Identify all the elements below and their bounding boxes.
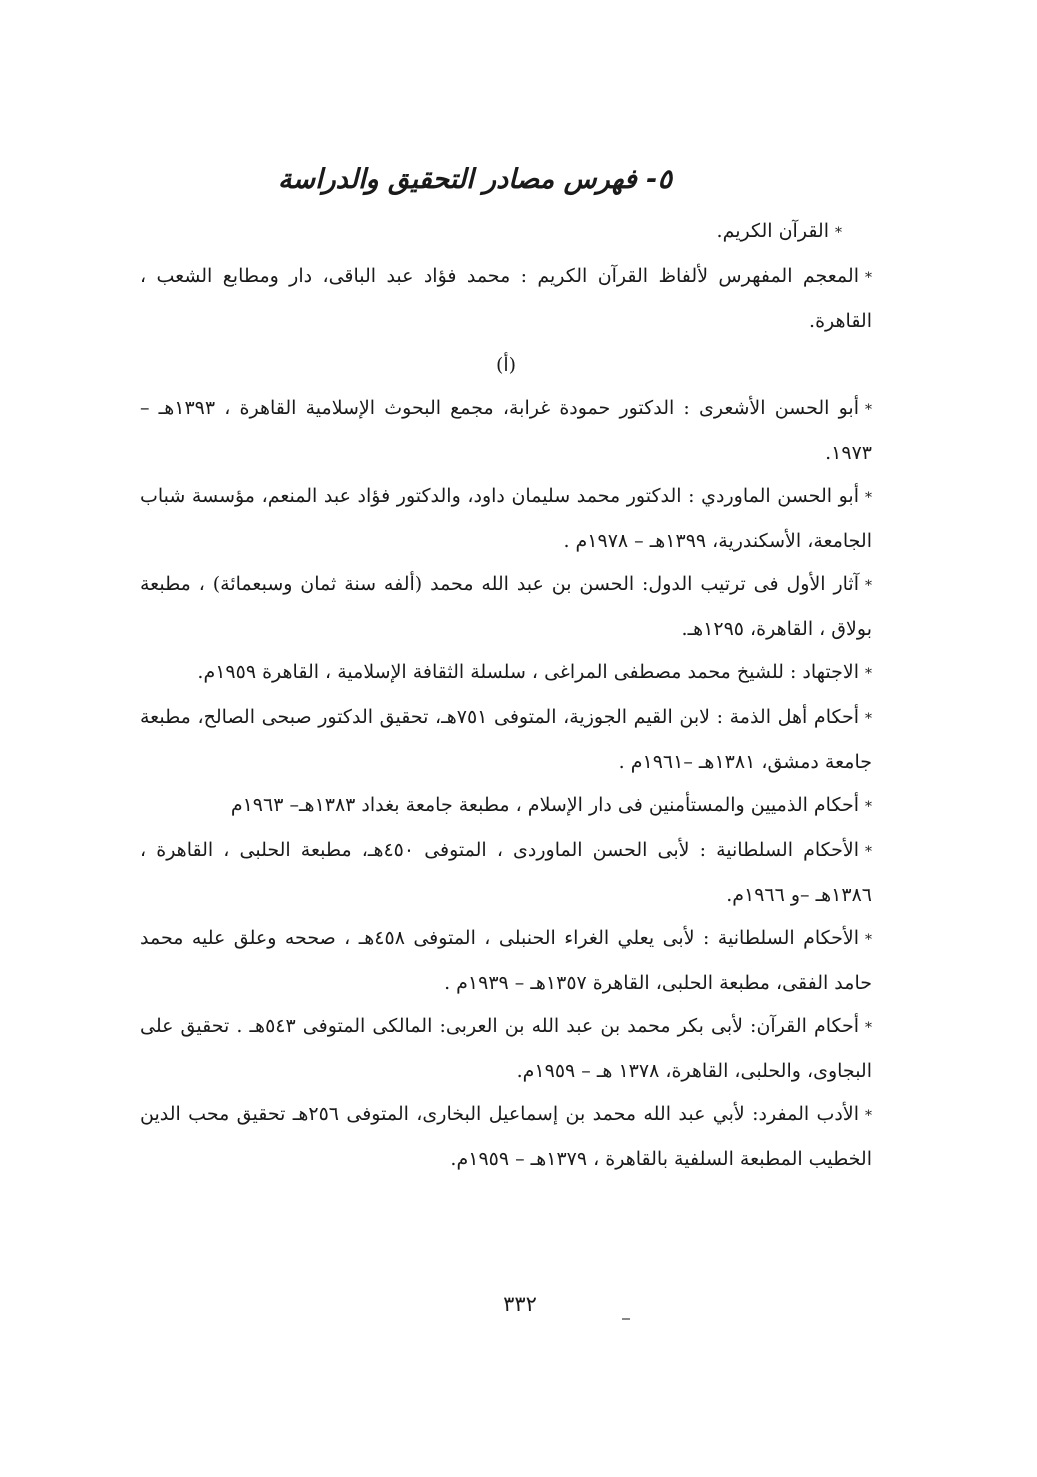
bibliography-entry xyxy=(140,475,872,563)
section-heading: (أ) xyxy=(495,354,517,376)
bullet-icon: * xyxy=(864,402,872,418)
bullet-icon: * xyxy=(865,666,872,682)
entry-text: الأدب المفرد: لأبي عبد الله محمد بن إسماعيل البخارى، المتوفى ٢٥٦هـ تحقيق محب الدين الخطيب المطبعة السلفية بالقاهرة ، ١٣٧٩هـ – ١٩٥٩م. xyxy=(140,1103,872,1170)
entry-text: القرآن الكريم. xyxy=(716,220,829,242)
bullet-icon: * xyxy=(835,225,842,241)
bullet-icon: * xyxy=(865,1108,872,1124)
entry-text: أبو الحسن الأشعرى : الدكتور حمودة غرابة، مجمع البحوث الإسلامية القاهرة ، ١٣٩٣هـ – ١٩٧٣. xyxy=(140,397,872,464)
bibliography-entry xyxy=(140,563,872,651)
entry-text: الاجتهاد : للشيخ محمد مصطفى المراغى ، سلسلة الثقافة الإسلامية ، القاهرة ١٩٥٩م. xyxy=(197,661,859,683)
bibliography-entry xyxy=(140,387,872,475)
entry-text: المعجم المفهرس لألفاظ القرآن الكريم : محمد فؤاد عبد الباقى، دار ومطابع الشعب ، القاهرة. xyxy=(140,265,872,332)
bibliography-entry xyxy=(140,829,872,917)
bullet-icon: * xyxy=(865,490,872,506)
page-title: ٥- فهرس مصادر التحقيق والدراسة xyxy=(278,164,672,195)
entry-text: آثار الأول فى ترتيب الدول: الحسن بن عبد الله محمد (ألفه سنة ثمان وسبعمائة) ، مطبعة بولاق ، القاهرة، ١٢٩٥هـ. xyxy=(140,573,872,640)
bibliography-entry xyxy=(140,917,872,1005)
bibliography-list xyxy=(140,210,872,1181)
bibliography-entry xyxy=(140,784,872,829)
bibliography-entry xyxy=(140,696,872,784)
bullet-icon: * xyxy=(865,799,872,815)
bibliography-entry xyxy=(140,651,872,696)
entry-text: أحكام الذميين والمستأمنين فى دار الإسلام ، مطبعة جامعة بغداد ١٣٨٣هـ– ١٩٦٣م xyxy=(230,794,859,816)
scan-speck xyxy=(622,1318,630,1320)
bullet-icon: * xyxy=(865,844,872,860)
bullet-icon: * xyxy=(865,1020,873,1036)
entry-text: أحكام أهل الذمة : لابن القيم الجوزية، المتوفى ٧٥١هـ، تحقيق الدكتور صبحى الصالح، مطبعة جامعة دمشق، ١٣٨١هـ –١٩٦١م . xyxy=(140,706,872,773)
bullet-icon: * xyxy=(865,711,872,727)
bibliography-entry xyxy=(140,210,842,255)
bibliography-entry xyxy=(140,1093,872,1181)
bibliography-entry xyxy=(140,255,872,343)
entry-text: الأحكام السلطانية : لأبى الحسن الماوردى ، المتوفى ٤٥٠هـ، مطبعة الحلبى ، القاهرة ، ١٣٨٦هـ –و ١٩٦٦م. xyxy=(140,839,872,906)
bibliography-entry xyxy=(140,1005,872,1093)
entry-text: الأحكام السلطانية : لأبى يعلي الغراء الحنبلى ، المتوفى ٤٥٨هـ ، صححه وعلق عليه محمد حامد الفقى، مطبعة الحلبى، القاهرة ١٣٥٧هـ – ١٩٣٩م . xyxy=(140,927,872,994)
entry-text: أبو الحسن الماوردي : الدكتور محمد سليمان داود، والدكتور فؤاد عبد المنعم، مؤسسة شباب الجامعة، الأسكندرية، ١٣٩٩هـ – ١٩٧٨م . xyxy=(140,485,872,552)
bullet-icon: * xyxy=(865,932,872,948)
page-number: ٣٣٢ xyxy=(503,1292,537,1316)
bullet-icon: * xyxy=(865,270,872,286)
bullet-icon: * xyxy=(865,578,872,594)
entry-text: أحكام القرآن: لأبى بكر محمد بن عبد الله بن العربى: المالكى المتوفى ٥٤٣هـ . تحقيق على البجاوى، والحلبى، القاهرة، ١٣٧٨ هـ – ١٩٥٩م. xyxy=(140,1015,872,1082)
